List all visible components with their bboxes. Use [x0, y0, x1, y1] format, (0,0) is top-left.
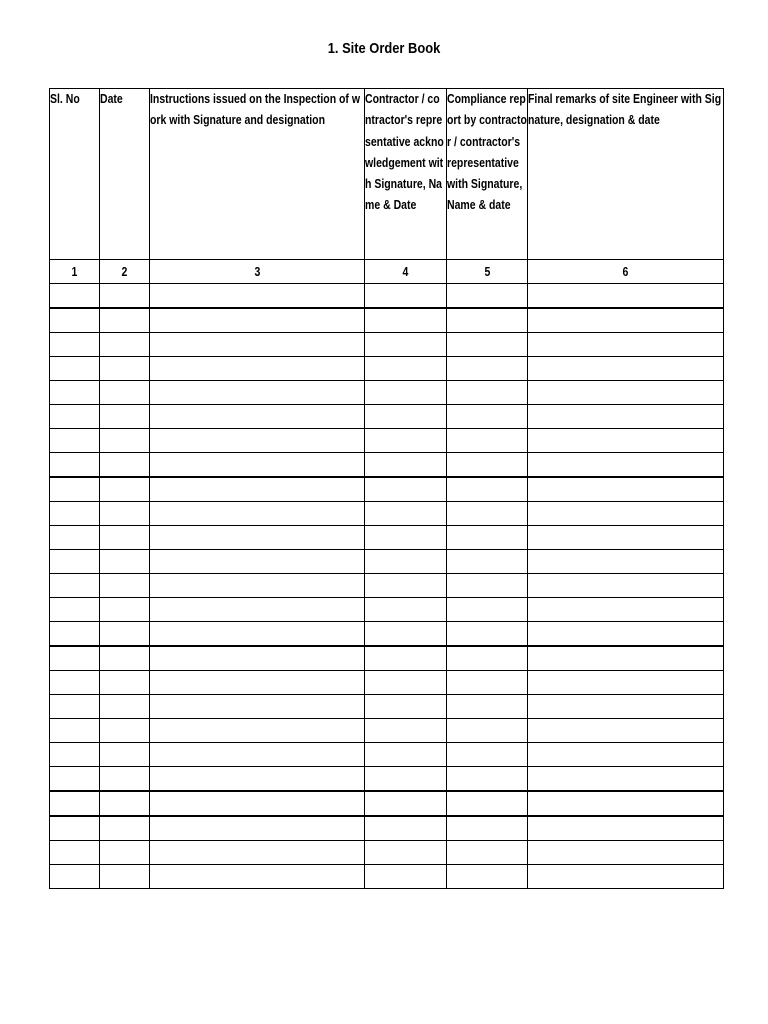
table-cell: [447, 791, 528, 816]
table-cell: [100, 695, 150, 719]
column-header-sl-no: [50, 89, 100, 260]
table-cell: [100, 743, 150, 767]
table-cell: [365, 502, 447, 526]
table-cell: [150, 719, 365, 743]
table-cell: [528, 429, 724, 453]
table-row: [50, 308, 724, 333]
table-cell: [100, 550, 150, 574]
table-cell: [50, 816, 100, 841]
table-cell: [50, 308, 100, 333]
table-cell: [365, 284, 447, 309]
table-cell: [528, 405, 724, 429]
table-cell: [150, 671, 365, 695]
site-order-table: [49, 88, 724, 889]
column-header-contractor-ack: [365, 89, 447, 260]
table-cell: [365, 405, 447, 429]
table-cell: [100, 598, 150, 622]
table-cell: [528, 841, 724, 865]
column-header-label: Instructions issued on the Inspection of work with Signature and designation: [150, 92, 361, 128]
table-cell: [447, 284, 528, 309]
table-cell: [365, 333, 447, 357]
table-cell: [528, 646, 724, 671]
table-row: [50, 719, 724, 743]
table-cell: [50, 767, 100, 792]
column-header-date: [100, 89, 150, 260]
table-cell: [100, 816, 150, 841]
table-cell: [365, 453, 447, 478]
table-cell: [100, 429, 150, 453]
table-cell: [365, 429, 447, 453]
table-row: [50, 502, 724, 526]
table-cell: [528, 816, 724, 841]
table-cell: [50, 743, 100, 767]
table-cell: [100, 841, 150, 865]
table-cell: [150, 477, 365, 502]
table-cell: [150, 429, 365, 453]
table-cell: [150, 622, 365, 647]
table-row: [50, 453, 724, 478]
table-cell: [150, 865, 365, 889]
column-number: 4: [365, 260, 447, 284]
table-cell: [150, 816, 365, 841]
table-cell: [150, 791, 365, 816]
table-cell: [528, 719, 724, 743]
table-cell: [150, 453, 365, 478]
table-cell: [447, 574, 528, 598]
table-cell: [528, 308, 724, 333]
column-header-label: Contractor / contractor's representative acknowledgement with Signature, Name & Date: [365, 92, 444, 213]
table-cell: [150, 405, 365, 429]
table-row: [50, 841, 724, 865]
table-cell: [50, 841, 100, 865]
table-cell: [100, 646, 150, 671]
table-cell: [50, 284, 100, 309]
table-cell: [150, 381, 365, 405]
table-cell: [447, 865, 528, 889]
table-row: [50, 767, 724, 792]
table-row: [50, 791, 724, 816]
table-cell: [100, 767, 150, 792]
table-cell: [100, 719, 150, 743]
table-cell: [150, 574, 365, 598]
table-cell: [365, 646, 447, 671]
table-cell: [447, 622, 528, 647]
table-cell: [365, 841, 447, 865]
table-cell: [150, 841, 365, 865]
table-cell: [447, 550, 528, 574]
table-cell: [50, 791, 100, 816]
table-cell: [365, 743, 447, 767]
table-cell: [50, 526, 100, 550]
column-header-label: Compliance report by contractor / contractor's representative with Signature, Name & date: [447, 92, 527, 213]
column-number: 6: [528, 260, 724, 284]
table-cell: [365, 816, 447, 841]
table-cell: [100, 791, 150, 816]
table-cell: [150, 357, 365, 381]
table-row: [50, 574, 724, 598]
table-cell: [528, 381, 724, 405]
table-cell: [150, 284, 365, 309]
table-cell: [447, 405, 528, 429]
table-cell: [150, 743, 365, 767]
table-cell: [528, 502, 724, 526]
table-cell: [447, 526, 528, 550]
table-cell: [50, 477, 100, 502]
table-row: [50, 646, 724, 671]
table-cell: [50, 405, 100, 429]
table-row: [50, 429, 724, 453]
table-cell: [447, 719, 528, 743]
table-cell: [50, 429, 100, 453]
table-cell: [100, 526, 150, 550]
table-row: [50, 333, 724, 357]
table-cell: [150, 646, 365, 671]
table-cell: [447, 308, 528, 333]
table-cell: [50, 357, 100, 381]
table-cell: [150, 502, 365, 526]
table-cell: [365, 719, 447, 743]
column-number: 3: [150, 260, 365, 284]
table-cell: [528, 526, 724, 550]
table-row: [50, 695, 724, 719]
column-number: 5: [447, 260, 528, 284]
table-cell: [365, 767, 447, 792]
table-cell: [365, 622, 447, 647]
table-cell: [365, 526, 447, 550]
table-cell: [100, 308, 150, 333]
table-cell: [528, 453, 724, 478]
table-row: [50, 381, 724, 405]
table-cell: [528, 550, 724, 574]
table-row: [50, 526, 724, 550]
table-cell: [365, 865, 447, 889]
table-cell: [150, 550, 365, 574]
table-row: [50, 284, 724, 309]
table-cell: [528, 622, 724, 647]
table-row: [50, 743, 724, 767]
table-cell: [100, 622, 150, 647]
table-cell: [528, 767, 724, 792]
table-cell: [150, 695, 365, 719]
table-cell: [447, 841, 528, 865]
table-cell: [150, 333, 365, 357]
table-cell: [528, 695, 724, 719]
table-cell: [365, 574, 447, 598]
table-cell: [447, 357, 528, 381]
table-cell: [150, 767, 365, 792]
table-cell: [50, 598, 100, 622]
table-cell: [100, 284, 150, 309]
table-cell: [365, 695, 447, 719]
table-cell: [365, 598, 447, 622]
table-cell: [365, 791, 447, 816]
column-header-label: Final remarks of site Engineer with Signature, designation & date: [528, 92, 722, 128]
table-cell: [528, 791, 724, 816]
table-cell: [447, 598, 528, 622]
table-cell: [50, 550, 100, 574]
table-cell: [447, 453, 528, 478]
table-cell: [528, 574, 724, 598]
page-title: 1. Site Order Book: [327, 40, 441, 57]
table-cell: [100, 357, 150, 381]
table-cell: [447, 767, 528, 792]
table-cell: [447, 743, 528, 767]
table-row: [50, 550, 724, 574]
table-cell: [50, 865, 100, 889]
table-cell: [528, 865, 724, 889]
table-cell: [365, 381, 447, 405]
table-cell: [447, 333, 528, 357]
table-cell: [447, 502, 528, 526]
table-cell: [100, 865, 150, 889]
table-cell: [447, 381, 528, 405]
table-cell: [50, 453, 100, 478]
table-cell: [528, 477, 724, 502]
table-cell: [150, 598, 365, 622]
table-row: [50, 405, 724, 429]
table-cell: [50, 333, 100, 357]
header-row: [50, 89, 724, 260]
table-cell: [447, 695, 528, 719]
table-cell: [528, 743, 724, 767]
table-cell: [50, 671, 100, 695]
table-cell: [365, 550, 447, 574]
table-cell: [447, 816, 528, 841]
column-header-final-remarks: [528, 89, 724, 260]
column-number: 1: [50, 260, 100, 284]
column-number: 2: [100, 260, 150, 284]
table-cell: [365, 357, 447, 381]
column-number-row: [50, 260, 724, 284]
table-cell: [447, 429, 528, 453]
table-cell: [528, 671, 724, 695]
table-cell: [150, 526, 365, 550]
table-cell: [447, 646, 528, 671]
table-row: [50, 622, 724, 647]
table-cell: [100, 453, 150, 478]
table-row: [50, 865, 724, 889]
table-cell: [50, 502, 100, 526]
table-cell: [100, 381, 150, 405]
table-cell: [447, 671, 528, 695]
table-cell: [100, 405, 150, 429]
table-cell: [528, 333, 724, 357]
table-row: [50, 671, 724, 695]
table-cell: [365, 308, 447, 333]
table-cell: [50, 574, 100, 598]
column-header-instructions: [150, 89, 365, 260]
table-cell: [50, 695, 100, 719]
table-row: [50, 357, 724, 381]
table-cell: [528, 357, 724, 381]
table-cell: [447, 477, 528, 502]
table-row: [50, 598, 724, 622]
table-cell: [50, 381, 100, 405]
table-row: [50, 477, 724, 502]
table-cell: [528, 598, 724, 622]
table-cell: [100, 502, 150, 526]
table-cell: [50, 719, 100, 743]
table-cell: [100, 574, 150, 598]
table-cell: [100, 333, 150, 357]
column-header-label: Sl. No: [50, 92, 80, 106]
table-cell: [365, 671, 447, 695]
table-cell: [365, 477, 447, 502]
column-header-label: Date: [100, 92, 123, 106]
column-header-compliance: [447, 89, 528, 260]
table-row: [50, 816, 724, 841]
table-cell: [50, 646, 100, 671]
table-cell: [100, 671, 150, 695]
table-cell: [50, 622, 100, 647]
table-cell: [100, 477, 150, 502]
table-cell: [528, 284, 724, 309]
table-cell: [150, 308, 365, 333]
